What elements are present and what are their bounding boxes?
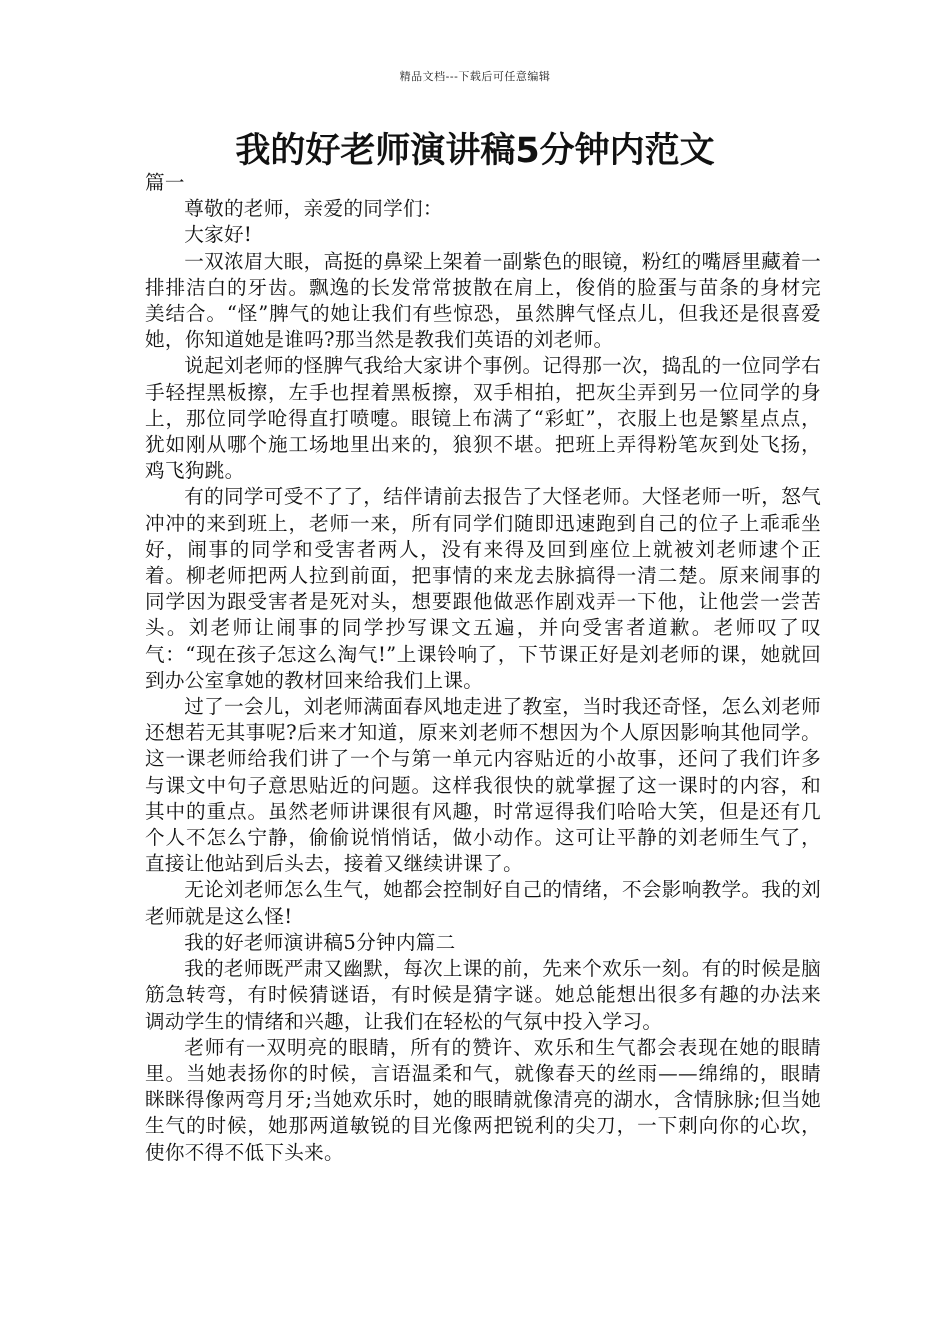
paragraph-description: 一双浓眉大眼，高挺的鼻梁上架着一副紫色的眼镜，粉红的嘴唇里藏着一排排洁白的牙齿。飘逸的长发常常披散在肩上，俊俏的脸蛋与苗条的身材完美结合。“怪”脾气的她让我们有些惊恐，虽然脾气怪点儿，但我还是很喜爱她，你知道她是谁吗?那当然是教我们英语的刘老师。 (145, 249, 821, 352)
paragraph-conclusion: 无论刘老师怎么生气，她都会控制好自己的情绪，不会影响教学。我的刘老师就是这么怪! (145, 878, 821, 928)
paragraph-lesson: 过了一会儿，刘老师满面春风地走进了教室，当时我还奇怪，怎么刘老师还想若无其事呢?后来才知道，原来刘老师不想因为个人原因影响其他同学。这一课老师给我们讲了一个与第一单元内容贴近的小故事，还问了我们许多与课文中句子意思贴近的问题。这样我很快的就掌握了这一课时的内容，和其中的重点。虽然老师讲课很有风趣，时常逗得我们哈哈大笑，但是还有几个人不怎么宁静，偷偷说悄悄话，做小动作。这可让平静的刘老师生气了，直接让他站到后头去，接着又继续讲课了。 (145, 695, 821, 876)
document-title: 我的好老师演讲稿5分钟内范文 (235, 131, 715, 171)
paragraph-humor: 我的老师既严肃又幽默，每次上课的前，先来个欢乐一刻。有的时候是脑筋急转弯，有时候猜谜语，有时候是猜字谜。她总能想出很多有趣的办法来调动学生的情绪和兴趣，让我们在轻松的气氛中投入学习。 (145, 957, 821, 1033)
paragraph-report: 有的同学可受不了了，结伴请前去报告了大怪老师。大怪老师一听，怒气冲冲的来到班上，老师一来，所有同学们随即迅速跑到自己的位子上乖乖坐好，闹事的同学和受害者两人，没有来得及回到座位上就被刘老师逮个正着。柳老师把两人拉到前面，把事情的来龙去脉搞得一清二楚。原来闹事的同学因为跟受害者是死对头，想要跟他做恶作剧戏弄一下他，让他尝一尝苦头。刘老师让闹事的同学抄写课文五遍，并向受害者道歉。老师叹了叹气：“现在孩子怎这么淘气!”上课铃响了，下节课正好是刘老师的课，她就回到办公室拿她的教材回来给我们上课。 (145, 485, 821, 692)
document-body (145, 170, 821, 1166)
paragraph-incident: 说起刘老师的怪脾气我给大家讲个事例。记得那一次，捣乱的一位同学右手轻捏黑板擦，左手也捏着黑板擦，双手相拍，把灰尘弄到另一位同学的身上，那位同学呛得直打喷嚏。眼镜上布满了“彩虹”，衣服上也是繁星点点，犹如刚从哪个施工场地里出来的，狼狈不堪。把班上弄得粉笔灰到处飞扬，鸡飞狗跳。 (145, 354, 821, 483)
header-note: 精品文档---下载后可任意编辑 (399, 70, 551, 83)
paragraph-section-two-heading: 我的好老师演讲稿5分钟内篇二 (184, 930, 456, 954)
section-label: 篇一 (145, 171, 185, 194)
paragraph-hello: 大家好! (184, 223, 253, 247)
paragraph-eyes: 老师有一双明亮的眼睛，所有的赞许、欢乐和生气都会表现在她的眼睛里。当她表扬你的时候，言语温柔和气，就像春天的丝雨——绵绵的，眼睛眯眯得像两弯月牙;当她欢乐时，她的眼睛就像清亮的湖水，含情脉脉;但当她生气的时候，她那两道敏锐的目光像两把锐利的尖刀，一下刺向你的心坎，使你不得不低下头来。 (145, 1035, 821, 1164)
paragraph-greeting: 尊敬的老师，亲爱的同学们： (184, 197, 443, 221)
